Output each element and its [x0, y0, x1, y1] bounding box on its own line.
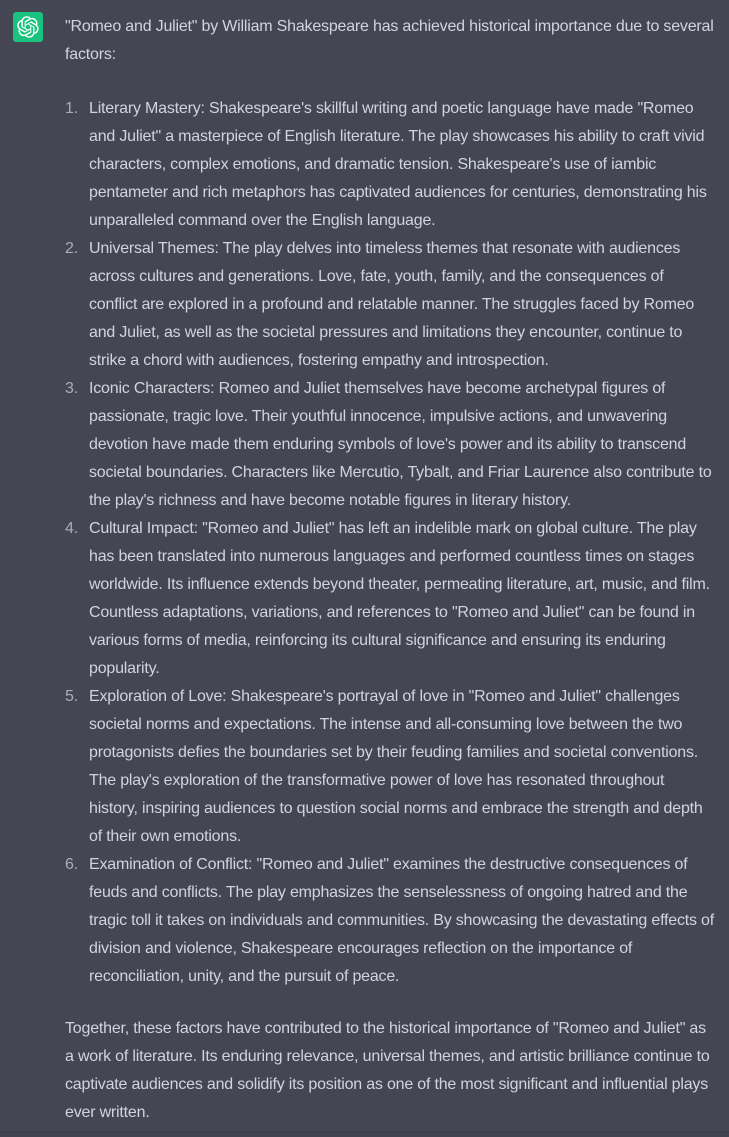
next-section-edge	[0, 1131, 729, 1137]
list-item-number: 5.	[65, 688, 78, 705]
list-item-number: 1.	[65, 100, 78, 117]
list-item	[65, 515, 715, 683]
factors-list	[65, 95, 715, 991]
outro-paragraph: Together, these factors have contributed to the historical importance of "Romeo and Juliet" as a work of literature. Its enduring relevance, universal themes, and artistic brilliance continue to captivate audiences and solidify its position as one of the most significant and influential plays ever written.	[65, 1020, 710, 1121]
list-item-number: 4.	[65, 520, 78, 537]
list-item-text: Cultural Impact: "Romeo and Juliet" has left an indelible mark on global culture. The play has been translated into numerous languages and performed countless times on stages worldwide. Its influence extends beyond theater, permeating literature, art, music, and film. Countless adaptations, variations, and references to "Romeo and Juliet" can be found in various forms of media, reinforcing its cultural significance and ensuring its enduring popularity.	[89, 520, 710, 677]
list-item	[65, 235, 715, 375]
list-item-text: Examination of Conflict: "Romeo and Juliet" examines the destructive consequences of feuds and conflicts. The play emphasizes the senselessness of ongoing hatred and the tragic toll it takes on individuals and communities. By showcasing the devastating effects of division and violence, Shakespeare encourages reflection on the importance of reconciliation, unity, and the pursuit of peace.	[89, 856, 715, 985]
intro-paragraph: "Romeo and Juliet" by William Shakespeare has achieved historical importance due to several factors:	[65, 18, 714, 63]
list-item	[65, 683, 715, 851]
message-content	[65, 10, 715, 1127]
list-item	[65, 375, 715, 515]
list-item	[65, 851, 715, 991]
list-item	[65, 95, 715, 235]
list-item-text: Literary Mastery: Shakespeare's skillful writing and poetic language have made "Romeo and Juliet" a masterpiece of English literature. The play showcases his ability to craft vivid characters, complex emotions, and dramatic tension. Shakespeare's use of iambic pentameter and rich metaphors has captivated audiences for centuries, demonstrating his unparalleled command over the English language.	[89, 100, 707, 229]
list-item-text: Exploration of Love: Shakespeare's portrayal of love in "Romeo and Juliet" challenges societal norms and expectations. The intense and all-consuming love between the two protagonists defies the boundaries set by their feuding families and societal conventions. The play's exploration of the transformative power of love has resonated throughout history, inspiring audiences to question social norms and embrace the strength and depth of their own emotions.	[89, 688, 703, 845]
chatgpt-logo-icon	[17, 16, 39, 38]
list-item-number: 2.	[65, 240, 78, 257]
list-item-text: Iconic Characters: Romeo and Juliet themselves have become archetypal figures of passionate, tragic love. Their youthful innocence, impulsive actions, and unwavering devotion have made them enduring symbols of love's power and its ability to transcend societal boundaries. Characters like Mercutio, Tybalt, and Friar Laurence also contribute to the play's richness and have become notable figures in literary history.	[89, 380, 712, 509]
list-item-text: Universal Themes: The play delves into timeless themes that resonate with audiences across cultures and generations. Love, fate, youth, family, and the consequences of conflict are explored in a profound and relatable manner. The struggles faced by Romeo and Juliet, as well as the societal pressures and limitations they encounter, continue to strike a chord with audiences, fostering empathy and introspection.	[89, 240, 695, 369]
list-item-number: 6.	[65, 856, 78, 873]
list-item-number: 3.	[65, 380, 78, 397]
assistant-avatar	[13, 12, 43, 42]
